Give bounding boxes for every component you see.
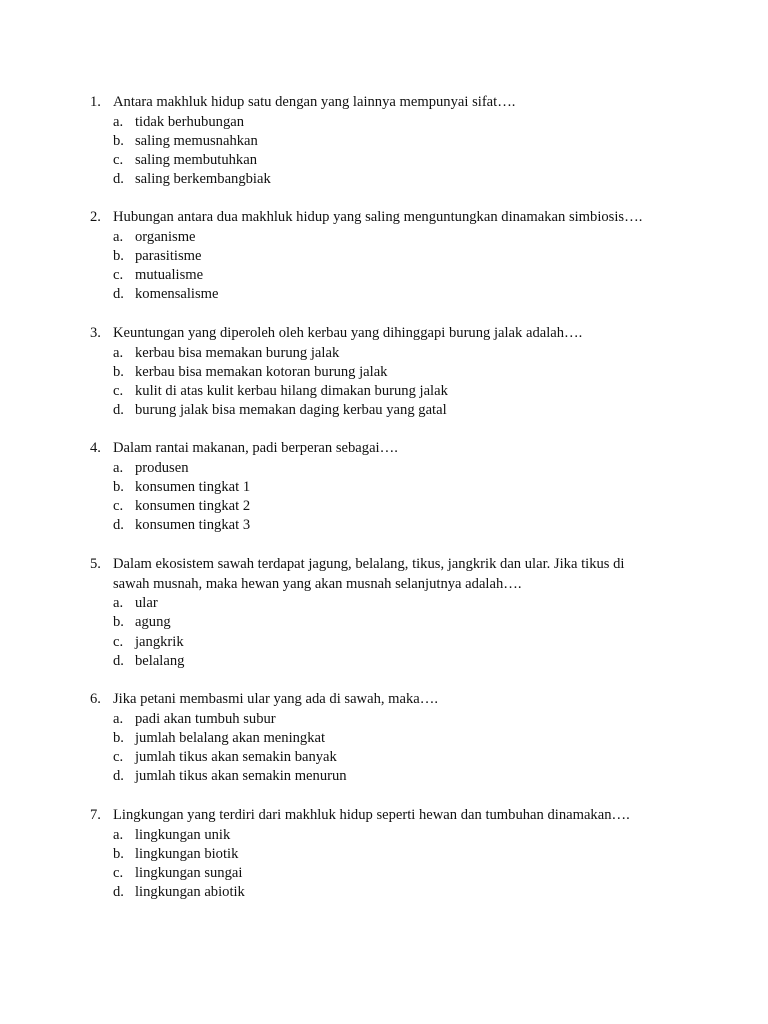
option-c <box>0 633 768 652</box>
option-letter: c. <box>113 383 124 400</box>
option-a <box>0 228 768 247</box>
option-text: belalang <box>135 652 185 669</box>
question-number: 7. <box>90 807 101 823</box>
question-number: 1. <box>90 94 101 110</box>
option-text: jumlah tikus akan semakin banyak <box>135 749 337 766</box>
option-d <box>0 652 768 671</box>
option-letter: d. <box>113 286 124 303</box>
option-text: ular <box>135 595 158 611</box>
option-letter: b. <box>113 247 124 264</box>
option-a <box>0 459 768 478</box>
option-letter: a. <box>113 228 124 245</box>
option-text: burung jalak bisa memakan daging kerbau yang gatal <box>135 402 447 419</box>
question-number: 3. <box>90 325 101 341</box>
option-text: kulit di atas kulit kerbau hilang dimakan burung jalak <box>135 383 448 400</box>
question-text: Dalam ekosistem sawah terdapat jagung, belalang, tikus, jangkrik dan ular. Jika tikus di <box>113 556 625 572</box>
option-a <box>0 594 768 613</box>
option-text: konsumen tingkat 1 <box>135 478 251 495</box>
option-letter: c. <box>113 498 124 515</box>
question-line <box>0 690 768 710</box>
option-d <box>0 516 768 535</box>
option-text: lingkungan abiotik <box>135 884 245 901</box>
option-d <box>0 285 768 304</box>
option-b <box>0 845 768 864</box>
question-number: 6. <box>90 691 101 707</box>
option-c <box>0 497 768 516</box>
option-c <box>0 266 768 285</box>
question-text: Dalam rantai makanan, padi berperan sebagai…. <box>113 440 398 456</box>
question-1 <box>0 93 768 190</box>
option-b <box>0 363 768 382</box>
option-c <box>0 748 768 767</box>
option-letter: b. <box>113 614 124 631</box>
question-number: 4. <box>90 440 101 456</box>
option-text: jumlah tikus akan semakin menurun <box>135 768 347 785</box>
option-b <box>0 478 768 497</box>
option-text: saling memusnahkan <box>135 132 258 149</box>
question-line <box>0 555 768 575</box>
option-letter: b. <box>113 363 124 380</box>
option-letter: a. <box>113 826 124 843</box>
option-d <box>0 767 768 786</box>
option-text: organisme <box>135 228 196 245</box>
option-text: konsumen tingkat 3 <box>135 517 251 534</box>
option-text: tidak berhubungan <box>135 113 245 130</box>
option-a <box>0 113 768 132</box>
option-b <box>0 247 768 266</box>
option-c <box>0 382 768 401</box>
question-line <box>0 208 768 228</box>
question-line <box>0 439 768 459</box>
option-letter: b. <box>113 478 124 495</box>
option-text: komensalisme <box>135 286 219 303</box>
question-text: Hubungan antara dua makhluk hidup yang saling menguntungkan dinamakan simbiosis…. <box>113 209 643 225</box>
option-b <box>0 613 768 632</box>
option-d <box>0 883 768 902</box>
question-text: Antara makhluk hidup satu dengan yang lainnya mempunyai sifat…. <box>113 94 516 110</box>
option-text: saling berkembangbiak <box>135 171 271 188</box>
option-letter: c. <box>113 865 124 882</box>
option-text: saling membutuhkan <box>135 152 258 169</box>
option-text: lingkungan biotik <box>135 845 239 862</box>
option-letter: a. <box>113 113 124 130</box>
question-6 <box>0 690 768 787</box>
option-letter: c. <box>113 152 124 169</box>
option-text: jangkrik <box>135 633 184 650</box>
option-letter: d. <box>113 768 124 785</box>
question-line-continued <box>0 575 768 595</box>
option-letter: b. <box>113 729 124 746</box>
option-text: lingkungan unik <box>135 826 231 843</box>
question-line <box>0 324 768 344</box>
question-2 <box>0 208 768 305</box>
option-c <box>0 864 768 883</box>
option-text: parasitisme <box>135 247 202 264</box>
option-text: kerbau bisa memakan burung jalak <box>135 344 340 361</box>
question-3 <box>0 324 768 421</box>
question-4 <box>0 439 768 536</box>
question-text: Jika petani membasmi ular yang ada di sawah, maka…. <box>113 691 439 707</box>
question-line <box>0 806 768 826</box>
option-letter: d. <box>113 884 124 901</box>
option-b <box>0 132 768 151</box>
option-text: jumlah belalang akan meningkat <box>135 729 326 746</box>
option-text: agung <box>135 614 171 631</box>
question-text: sawah musnah, maka hewan yang akan musnah selanjutnya adalah…. <box>113 575 522 592</box>
question-text: Lingkungan yang terdiri dari makhluk hidup seperti hewan dan tumbuhan dinamakan…. <box>113 807 630 823</box>
option-a <box>0 710 768 729</box>
option-letter: c. <box>113 749 124 766</box>
option-letter: d. <box>113 517 124 534</box>
question-5 <box>0 555 768 671</box>
option-d <box>0 170 768 189</box>
option-letter: a. <box>113 595 124 611</box>
option-letter: d. <box>113 652 124 669</box>
option-letter: b. <box>113 132 124 149</box>
option-letter: a. <box>113 459 124 476</box>
option-a <box>0 826 768 845</box>
option-b <box>0 729 768 748</box>
option-letter: d. <box>113 402 124 419</box>
option-text: mutualisme <box>135 267 204 284</box>
question-number: 5. <box>90 556 101 572</box>
question-text: Keuntungan yang diperoleh oleh kerbau yang dihinggapi burung jalak adalah…. <box>113 325 583 341</box>
option-letter: c. <box>113 633 124 650</box>
option-text: kerbau bisa memakan kotoran burung jalak <box>135 363 388 380</box>
option-letter: b. <box>113 845 124 862</box>
option-letter: d. <box>113 171 124 188</box>
option-text: produsen <box>135 459 189 476</box>
question-number: 2. <box>90 209 101 225</box>
option-letter: a. <box>113 344 124 361</box>
question-line <box>0 93 768 113</box>
option-text: konsumen tingkat 2 <box>135 498 251 515</box>
question-7 <box>0 806 768 903</box>
option-d <box>0 401 768 420</box>
option-a <box>0 344 768 363</box>
option-text: lingkungan sungai <box>135 865 243 882</box>
option-letter: a. <box>113 710 124 727</box>
option-text: padi akan tumbuh subur <box>135 710 276 727</box>
option-letter: c. <box>113 267 124 284</box>
option-c <box>0 151 768 170</box>
